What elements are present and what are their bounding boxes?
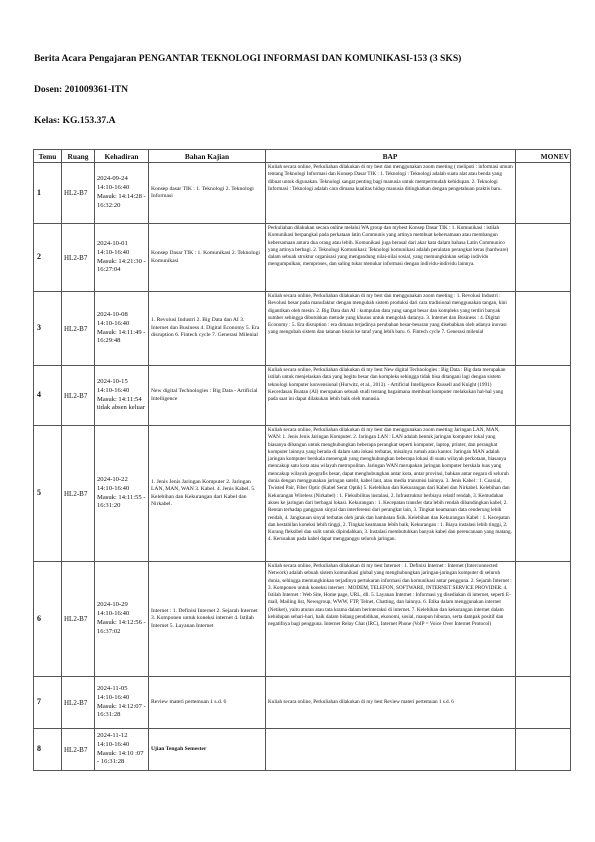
cell-bap: Perkuliahan dilakukan secara online melalui WA group dan mybest Konsep Dasar TIK : 1. Komunikasi : istilah Komunikasi berpangkal pada perkataan latin Communis yang artinya membuat kebersamaan atau membangun kebersamaan antara dua orang atau lebih. Komunikasi juga berasal dari akar kata dalam bahasa Latin Communico yang artinya berbagi. 2. Teknologi Komunikasi: Teknologi komunikasi adalah peralatan perangkat keras (hardware) dalam sebuah struktur organisasi yang mengandung nilai-nilai sosial, yang memungkinkan setiap individu mengumpulkan, memproses, dan saling tukar menukar informasi dengan individu-individu lainnya.	[266, 224, 516, 292]
kelas-label: Kelas: KG.153.37.A	[34, 115, 116, 126]
cell-bap: Kuliah secara online, Perkuliahan dilakukan di my best Internet : 1. Definisi Internet : Internet (Interconnected Network) adalah sebuah sistem komunikasi global yang menghubungkan jaringan-jaringan komputer di seluruh dunia, sehingga memungkinkan terjadinya pertukaran informasi dan komunikasi antar pengguna. 2. Sejarah Internet : 3. Komponen untuk koneksi internet : MODEM, TELEFON, SOFTWARE, INTERNET SERVICE PROVIDER. 4. Istilah Internet : Web Site, Home page, URL, dll. 5. Layanan Internet : Informasi yg disediakan di internet, seperti E-mail, Mailing list, Newsgroup, WWW, FTP, Telnet, Chatting, dan lainnya. 6. Etika dalam menggunakan internet (Netiket), yaitu aturan atau tata krama dalam berinteraksi di internet. 7. Kelebihan dan kekurangan internet dalam kehidupan sehari-hari, baik dalam bidang pendidikan, ekonomi, sosial, maupun hiburan, serta dampak positif dan negatifnya bagi pengguna. Internet Relay Chat (IRC), Internet Phone (VoIP = Voice Over Internet Protocol)	[266, 562, 516, 677]
cell-kehadiran: 2024-10-08 14:10-16:40 Masuk: 14:11:49 - 16:29:48	[95, 292, 149, 366]
cell-bahan-kajian: Ujian Tengah Semester	[149, 729, 266, 771]
table-row	[34, 677, 571, 729]
cell-monev	[516, 163, 571, 224]
cell-monev	[516, 562, 571, 677]
table-row	[34, 224, 571, 292]
cell-bahan-kajian: 1. Revolusi Industri 2. Big Data dan AI 3. Internet dan Business 4. Digital Economy 5. Era disruption 6. Fintech cycle 7. Generasi Milenial	[149, 292, 266, 366]
cell-bahan-kajian: Konsep Dasar TIK : 1. Komunikasi 2. Teknologi Komunikasi	[149, 224, 266, 292]
cell-monev	[516, 729, 571, 771]
cell-ruang: HL2-B7	[62, 729, 95, 771]
cell-ruang: HL2-B7	[62, 224, 95, 292]
page-title: Berita Acara Pengajaran PENGANTAR TEKNOLOGI INFORMASI DAN KOMUNIKASI-153 (3 SKS)	[34, 53, 462, 64]
cell-bahan-kajian: New digital Technologies : Big Data - Artificial Intelligence	[149, 366, 266, 426]
cell-pertemuan: 4	[34, 366, 62, 426]
cell-monev	[516, 426, 571, 562]
cell-ruang: HL2-B7	[62, 366, 95, 426]
col-header-temu: Temu	[34, 150, 62, 163]
table-row	[34, 163, 571, 224]
table-row	[34, 562, 571, 677]
col-header-kehadiran: Kehadiran	[95, 150, 149, 163]
cell-kehadiran: 2024-10-01 14:10-16:40 Masuk: 14:21:30 - 16:27:04	[95, 224, 149, 292]
cell-ruang: HL2-B7	[62, 677, 95, 729]
cell-bap: Kuliah secara online, Perkuliahan dilakukan di my best dan menggunakan zoom meeting ( meliputi : informasi umum tentang Teknologi Informasi dan Konsep Dasar TIK : 1. Teknologi : Teknologi adalah suatu alat atau benda yang dibuat untuk digunakan. Teknologi sangat penting bagi manusia untuk mempermudah kehidupan. 2. Teknologi Informasi : Teknologi adalah cara dimana kualitas hidup manusia ditingkatkan dengan pengetahuan praktis baru.	[266, 163, 516, 224]
cell-pertemuan: 1	[34, 163, 62, 224]
cell-ruang: HL2-B7	[62, 562, 95, 677]
cell-ruang: HL2-B7	[62, 292, 95, 366]
cell-pertemuan: 7	[34, 677, 62, 729]
cell-monev	[516, 677, 571, 729]
cell-kehadiran: 2024-10-15 14:10-16:40 Masuk: 14:11:54 tidak absen keluar	[95, 366, 149, 426]
cell-pertemuan: 3	[34, 292, 62, 366]
cell-bap: Kuliah secara online, Perkuliahan dilakukan di my best dan menggunakan zoom meeting : 1. Revolusi Industri : Revolusi besar pada manufaktur dengan mengubah sistem produksi dari cara tradisional menggunakan tangan, kini digantikan oleh mesin. 2. Big Data dan AI : kumpulan data yang sangat besar dan kompleks yang terdiri banyak sumber sehingga dibutuhkan metode yang khusus untuk mengolah datanya. 3. Internet dan Business : 4. Digital Economy : 5. Era disruption : era dimana terjadinya perubahan besar-besaran yang disebabkan oleh adanya inovasi yang mengubah sistem dan tatanan bisnis ke taraf yang lebih baru. 6. Fintech cycle 7. Generasi milenial	[266, 292, 516, 366]
cell-bahan-kajian: Konsep dasar TIK : 1. Teknologi 2. Teknologi Informasi	[149, 163, 266, 224]
col-header-bap: BAP	[266, 150, 516, 163]
cell-monev	[516, 292, 571, 366]
table-row	[34, 292, 571, 366]
col-header-ruang: Ruang	[62, 150, 95, 163]
cell-kehadiran: 2024-10-29 14:10-16:40 Masuk: 14:12:56 - 16:37:02	[95, 562, 149, 677]
table-row	[34, 426, 571, 562]
cell-bahan-kajian: 1. Jenis Jenis Jaringan Komputer 2. Jaringan LAN, MAN, WAN 3. Kabel. 4. Jenis Kabel. 5. Kelebihan dan Kekurangan dari Kabel dan Nirkabel.	[149, 426, 266, 562]
cell-kehadiran: 2024-11-12 14:10-16:40 Masuk: 14:10 :07 - 16:31:28	[95, 729, 149, 771]
col-header-monev: MONEV	[516, 150, 571, 163]
col-header-bahan-kajian: Bahan Kajian	[149, 150, 266, 163]
cell-pertemuan: 6	[34, 562, 62, 677]
cell-kehadiran: 2024-09-24 14:10-16:40 Masuk: 14:14:28 - 16:32:20	[95, 163, 149, 224]
cell-bap: Kuliah secara online, Perkuliahan dilakukan di my best Review materi pertemuan 1 s.d. 6	[266, 677, 516, 729]
cell-kehadiran: 2024-10-22 14:10-16:40 Masuk: 14:11:55 - 16:31:20	[95, 426, 149, 562]
cell-ruang: HL2-B7	[62, 163, 95, 224]
table-row	[34, 366, 571, 426]
dosen-label: Dosen: 201009361-ITN	[34, 84, 129, 95]
cell-pertemuan: 8	[34, 729, 62, 771]
cell-bahan-kajian: Internet : 1. Definisi Internet 2. Sejarah Internet 3. Komponen untuk koneksi internet 4. Istilah Internet 5. Layanan Internet	[149, 562, 266, 677]
cell-bap: Kuliah secara online, Perkuliahan dilakukan di my best dan menggunakan zoom meeting Jaringan LAN, MAN, WAN: 1. Jenis Jenis Jaringan Komputer. 2. Jaringan LAN : LAN adalah bentuk jaringan komputer lokal yang biasanya dibangun untuk menghubungkan beberapa perangkat seperti komputer, laptop, printer, dan perangkat komputer lainnya yang berada di dalam satu lokasi terbatas, misalnya rumah atau kantor. Jaringan MAN adalah jaringan komputer berskala menengah yang menghubungkan beberapa lokasi di suatu wilayah perkotaan, biasanya mencakup satu kota atau wilayah metropolitan. Jaringan WAN merupakan jaringan komputer berskala luas yang mencakup wilayah geografis besar, dapat menghubungkan antar kota, antar provinsi, bahkan antar negara di seluruh dunia dengan menggunakan jaringan satelit, kabel laut, atau media transmisi lainnya. 3. Jenis Kabel : 1. Coaxial, Twisted Pair, Fiber Optic (Kabel Serat Optik) 5. Kelebihan dan Kekurangan dari Kabel dan Nirkabel. Kelebihan dan Kekurangan Wireless (Nirkabel) : 1. Fleksibilitas instalasi, 2. Infrastruktur berbiaya relatif rendah, 3. Kemudahan akses ke jaringan dari berbagai lokasi. Kekurangan : 1. Kecepatan transfer data lebih rendah dibandingkan kabel, 2. Rentan terhadap gangguan sinyal dan interferensi dari perangkat lain, 3. Tingkat keamanan data cenderung lebih rendah, 4. Jangkauan sinyal terbatas oleh jarak dan hambatan fisik. Kelebihan dan Kekurangan Kabel : 1. Kecepatan dan kestabilan koneksi lebih tinggi, 2. Tingkat keamanan lebih baik, Kekurangan : 1. Biaya instalasi lebih tinggi, 2. Kurang fleksibel dan sulit untuk dipindahkan, 3. Instalasi membutuhkan banyak kabel dan perencanaan yang matang. 4. Kerusakan pada kabel dapat mengganggu seluruh jaringan.	[266, 426, 516, 562]
cell-bahan-kajian: Review materi pertemuan 1 s.d. 6	[149, 677, 266, 729]
cell-bap	[266, 729, 516, 771]
cell-pertemuan: 5	[34, 426, 62, 562]
table-row	[34, 729, 571, 771]
cell-bap: Kuliah secara online, Perkuliahan dilakukan di my best New digital Technologies : Big Data : Big data merupakan istilah untuk menjelaskan data yang begitu besar dan kompleks sehingga tidak bisa ditangani lagi dengan sistem teknologi komputer konvensional (Hurwitz, et al., 2013). - Artificial Intelligence Russell and Knight (1991) Kecerdasan Buatan (AI) merupakan sebuah studi tentang bagaimana membuat komputer melakukan hal-hal yang pada saat ini dapat dilakukan lebih baik oleh manusia.	[266, 366, 516, 426]
table-header-row	[34, 150, 571, 163]
cell-pertemuan: 2	[34, 224, 62, 292]
cell-kehadiran: 2024-11-05 14:10-16:40 Masuk: 14:12:07 - 16:31:28	[95, 677, 149, 729]
bap-table	[33, 149, 571, 771]
cell-monev	[516, 224, 571, 292]
cell-monev	[516, 366, 571, 426]
cell-ruang: HL2-B7	[62, 426, 95, 562]
